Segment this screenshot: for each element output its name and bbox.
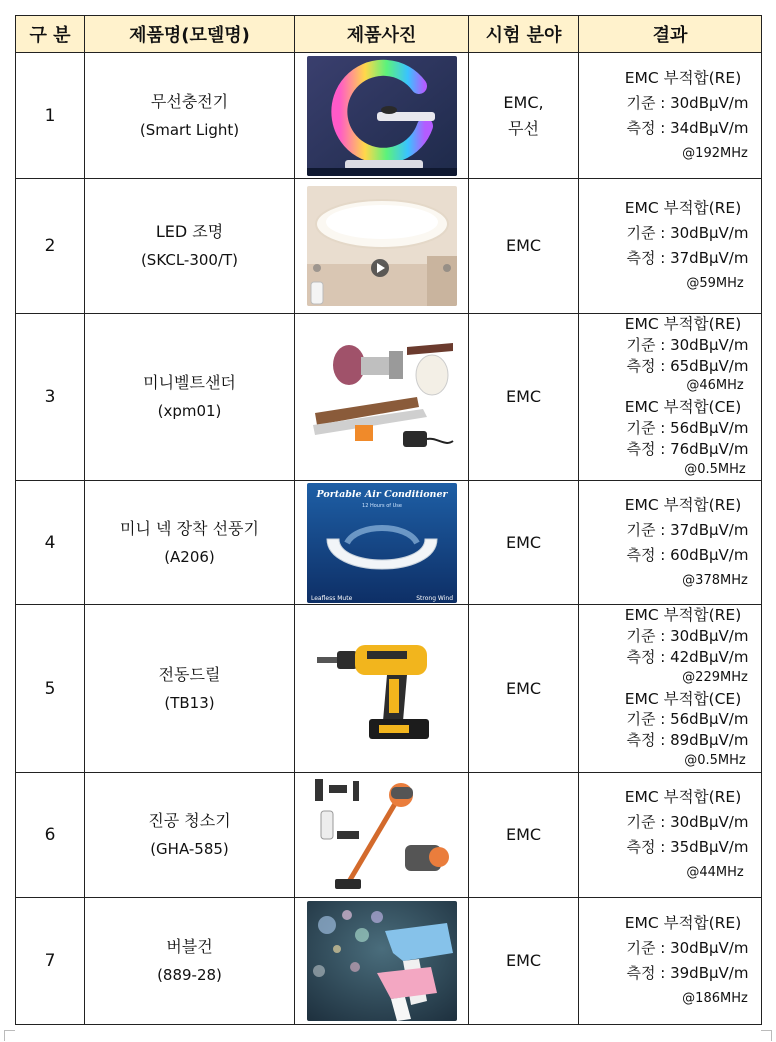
product-model: (A206)	[164, 547, 215, 566]
result-measured: 측정 : 35dBμV/m	[626, 837, 749, 856]
product-photo-cell	[295, 897, 469, 1024]
result-title: EMC 부적합(CE)	[624, 398, 742, 417]
result-frequency: @46MHz	[686, 378, 744, 394]
product-name: LED 조명	[155, 222, 224, 241]
result-title: EMC 부적합(RE)	[624, 495, 742, 514]
product-photo-cell	[295, 481, 469, 605]
row-number: 5	[16, 605, 85, 772]
product-photo-cell	[295, 314, 469, 481]
result-title: EMC 부적합(RE)	[624, 315, 742, 333]
result-standard: 기준 : 30dBμV/m	[626, 93, 749, 112]
result-measured: 측정 : 89dBμV/m	[626, 731, 749, 750]
row-number: 2	[16, 179, 85, 314]
page-corner-mark-left	[4, 1030, 15, 1041]
header-name: 제품명(모델명)	[85, 16, 295, 53]
product-name: 진공 청소기	[148, 810, 231, 830]
product-name-cell	[85, 897, 295, 1024]
test-field-cell	[469, 53, 579, 179]
test-field-line: 무선	[508, 118, 539, 138]
result-title: EMC 부적합(RE)	[624, 606, 742, 625]
result-cell	[579, 481, 762, 605]
product-name-cell	[85, 772, 295, 897]
power-drill-icon	[307, 629, 457, 749]
result-measured: 측정 : 39dBμV/m	[626, 963, 749, 982]
result-standard: 기준 : 37dBμV/m	[626, 520, 749, 539]
table-row	[16, 481, 762, 605]
product-photo-cell	[295, 772, 469, 897]
test-field-cell: EMC	[469, 481, 579, 605]
table-row	[16, 772, 762, 897]
product-name: 전동드릴	[158, 664, 221, 684]
result-title: EMC 부적합(RE)	[624, 787, 742, 806]
row-number: 1	[16, 53, 85, 179]
photo-subcaption: 12 Hours of Use	[361, 502, 402, 509]
header-photo: 제품사진	[295, 16, 469, 53]
test-field-cell: EMC	[469, 772, 579, 897]
product-photo-cell	[295, 53, 469, 179]
product-model: (SKCL-300/T)	[140, 251, 239, 269]
table-row	[16, 605, 762, 772]
product-model: (Smart Light)	[139, 120, 240, 139]
photo-right-label: Strong Wind	[415, 594, 453, 602]
result-frequency: @192MHz	[682, 145, 748, 161]
product-name-cell	[85, 605, 295, 772]
result-measured: 측정 : 60dBμV/m	[626, 545, 749, 564]
test-field-cell: EMC	[469, 897, 579, 1024]
result-title: EMC 부적합(RE)	[624, 68, 742, 87]
page-footer-area	[0, 1028, 776, 1042]
neck-fan-icon	[307, 483, 457, 603]
result-cell	[579, 314, 762, 481]
table-row	[16, 897, 762, 1024]
result-cell	[579, 605, 762, 772]
result-frequency: @0.5MHz	[684, 461, 746, 477]
product-name: 무선충전기	[150, 91, 229, 111]
result-standard: 기준 : 30dBμV/m	[626, 335, 749, 354]
page-corner-mark-right	[761, 1030, 772, 1041]
ceiling-light-icon	[307, 186, 457, 306]
result-standard: 기준 : 56dBμV/m	[626, 418, 749, 437]
header-row	[16, 16, 762, 53]
result-standard: 기준 : 30dBμV/m	[626, 812, 749, 831]
test-field-line: EMC,	[503, 92, 544, 112]
result-title: EMC 부적합(RE)	[624, 913, 742, 932]
result-measured: 측정 : 76dBμV/m	[626, 439, 749, 458]
result-title: EMC 부적합(RE)	[624, 199, 742, 217]
result-standard: 기준 : 30dBμV/m	[626, 938, 749, 957]
product-model: (xpm01)	[157, 402, 222, 421]
result-frequency: @59MHz	[686, 276, 744, 291]
bubble-gun-icon	[307, 901, 457, 1021]
product-name-cell	[85, 53, 295, 179]
table-row	[16, 53, 762, 179]
result-frequency: @229MHz	[682, 669, 748, 685]
row-number: 6	[16, 772, 85, 897]
header-field: 시험 분야	[469, 16, 579, 53]
header-result: 결과	[579, 16, 762, 53]
result-standard: 기준 : 30dBμV/m	[626, 224, 749, 242]
result-standard: 기준 : 30dBμV/m	[626, 627, 749, 646]
result-cell	[579, 897, 762, 1024]
photo-caption: Portable Air Conditioner	[315, 488, 448, 500]
test-field-cell: EMC	[469, 314, 579, 481]
result-cell	[579, 179, 762, 314]
result-frequency: @378MHz	[682, 572, 748, 588]
test-field-cell: EMC	[469, 605, 579, 772]
table-row	[16, 314, 762, 481]
test-field-cell: EMC	[469, 179, 579, 314]
product-name: 버블건	[166, 936, 213, 956]
product-name-cell	[85, 179, 295, 314]
belt-sander-icon	[307, 337, 457, 457]
result-measured: 측정 : 37dBμV/m	[626, 249, 749, 267]
product-name: 미니벨트샌더	[143, 373, 236, 393]
product-photo-cell	[295, 605, 469, 772]
product-name-cell	[85, 314, 295, 481]
product-model: (GHA-585)	[150, 839, 229, 858]
table-row	[16, 179, 762, 314]
product-name: 미니 넥 장착 선풍기	[120, 518, 259, 538]
vacuum-cleaner-icon	[307, 775, 457, 895]
product-model: (TB13)	[164, 693, 215, 712]
result-measured: 측정 : 65dBμV/m	[626, 356, 749, 375]
results-table	[15, 15, 762, 1025]
header-no: 구 분	[16, 16, 85, 53]
product-photo-cell	[295, 179, 469, 314]
result-frequency: @186MHz	[682, 990, 748, 1006]
result-cell	[579, 53, 762, 179]
row-number: 3	[16, 314, 85, 481]
result-frequency: @44MHz	[686, 864, 744, 880]
result-cell	[579, 772, 762, 897]
result-standard: 기준 : 56dBμV/m	[626, 710, 749, 729]
photo-left-label: Leafless Mute	[310, 594, 352, 602]
result-measured: 측정 : 34dBμV/m	[626, 118, 749, 137]
rgb-lamp-wireless-charger-icon	[307, 56, 457, 176]
result-title: EMC 부적합(CE)	[624, 689, 742, 708]
row-number: 7	[16, 897, 85, 1024]
row-number: 4	[16, 481, 85, 605]
product-name-cell	[85, 481, 295, 605]
result-measured: 측정 : 42dBμV/m	[626, 647, 749, 666]
product-model: (889-28)	[157, 965, 222, 984]
result-frequency: @0.5MHz	[684, 752, 746, 768]
